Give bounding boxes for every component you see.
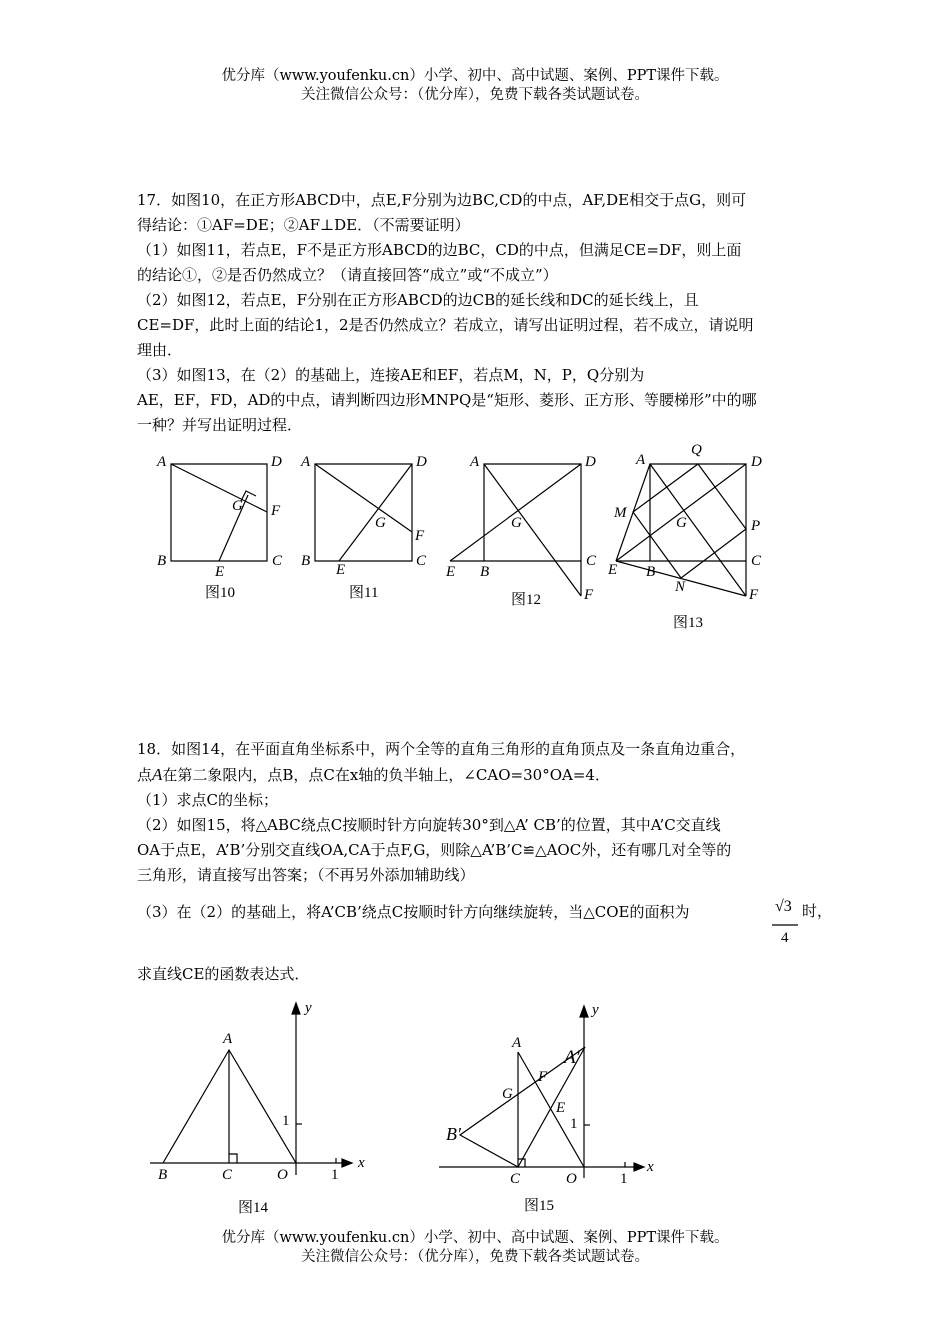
fig10-caption: 图10: [205, 585, 236, 601]
q18-line: （1）求点C的坐标；: [137, 791, 279, 809]
fig10-label-b: B: [157, 553, 167, 569]
fig12-label-c: C: [586, 553, 597, 569]
q18-part3-line2: 求直线CE的函数表达式．: [137, 965, 310, 983]
fig10-label-d: D: [271, 454, 282, 470]
q18-part3-suffix: 时，: [802, 904, 833, 920]
fig13-label-g: G: [676, 515, 687, 531]
fig15-label-a: A: [512, 1035, 522, 1051]
fig13-label-c: C: [751, 553, 762, 569]
q18-line: 三角形，请直接写出答案；（不再另外添加辅助线）: [137, 866, 475, 884]
fig13-label-f: F: [749, 587, 759, 603]
fig15-x-arrow: [634, 1163, 644, 1171]
q17-line: （2）如图12，若点E，F分别在正方形ABCD的边CB的延长线和DC的延长线上，且: [137, 291, 699, 309]
fig11-label-d: D: [416, 454, 427, 470]
fig15-y-arrow: [580, 1006, 588, 1017]
fig11-label-g: G: [375, 515, 386, 531]
fig15-label-y: y: [592, 1002, 599, 1018]
fig10-label-g: G: [232, 498, 243, 514]
fig15-caption: 图15: [524, 1198, 555, 1214]
fig14-label-a: A: [223, 1031, 233, 1047]
fig13-label-n: N: [675, 579, 686, 595]
footer-line-1: 优分库（www.youfenku.cn）小学、初中、高中试题、案例、PPT课件下载。: [221, 1230, 729, 1246]
fig14-label-b: B: [158, 1167, 168, 1183]
q17-line: 一种？并写出证明过程．: [137, 416, 303, 434]
fig13-label-p: P: [751, 518, 761, 534]
fig10-label-a: A: [157, 454, 167, 470]
q17-line: （1）如图11，若点E，F不是正方形ABCD的边BC，CD的中点，但满足CE=DF，则上面: [137, 241, 742, 259]
fig10-label-f: F: [271, 503, 281, 519]
header-line-2: 关注微信公众号：（优分库），免费下载各类试题试卷。: [301, 87, 649, 103]
q18-point-a: A: [152, 765, 163, 784]
fig11-label-f: F: [415, 528, 425, 544]
fig13-label-b: B: [646, 564, 656, 580]
fig10-label-c: C: [272, 553, 283, 569]
fig15-label-e: E: [556, 1100, 566, 1116]
fig11-label-c: C: [416, 553, 427, 569]
q17-line: 得结论：①AF=DE；②AF⊥DE．（不需要证明）: [137, 216, 470, 234]
header-line-1: 优分库（www.youfenku.cn）小学、初中、高中试题、案例、PPT课件下载。: [221, 68, 729, 84]
fig12-label-d: D: [585, 454, 596, 470]
fig13-label-a: A: [636, 452, 646, 468]
fig14-caption: 图14: [238, 1200, 269, 1216]
fig11-label-b: B: [301, 553, 311, 569]
q17-line: （3）如图13，在（2）的基础上，连接AE和EF，若点M，N，P，Q分别为: [137, 366, 645, 384]
q18-line: （2）如图15，将△ABC绕点C按顺时针方向旋转30°到△A’ CB’的位置，其中A’C交直线: [137, 816, 721, 834]
fig15-label-x: x: [647, 1159, 654, 1175]
fig12-label-e: E: [446, 564, 456, 580]
fig14-label-c: C: [222, 1167, 233, 1183]
q18-fraction-numerator: √3: [775, 898, 792, 915]
q17-line: 理由．: [137, 341, 183, 359]
fig15-label-a-prime: A′: [564, 1047, 580, 1068]
fig15-label-one-y: 1: [570, 1116, 578, 1132]
fig13-label-q: Q: [691, 442, 702, 458]
fig14-label-o: O: [277, 1167, 288, 1183]
q18-fraction-denominator: 4: [781, 930, 789, 946]
q18-line: 18．如图14，在平面直角坐标系中，两个全等的直角三角形的直角顶点及一条直角边重合，: [137, 740, 746, 758]
q17-line: CE=DF，此时上面的结论1，2是否仍然成立？若成立，请写出证明过程，若不成立，请说明: [137, 316, 754, 334]
fig14-label-one-x: 1: [331, 1167, 339, 1183]
q18-part3-text: （3）在（2）的基础上，将A’CB’绕点C按顺时针方向继续旋转，当△COE的面积为: [137, 903, 690, 921]
fig14-label-one-y: 1: [282, 1113, 290, 1129]
q18-point-suffix: 在第二象限内，点B，点C在x轴的负半轴上，∠CAO=30°OA=4．: [162, 766, 610, 784]
fig13-label-e: E: [608, 562, 618, 578]
q17-line: 17．如图10，在正方形ABCD中，点E,F分别为边BC,CD的中点，AF,DE相交于点G，则可: [137, 191, 747, 209]
fig13-caption: 图13: [673, 615, 704, 631]
fig11-caption: 图11: [349, 585, 379, 601]
fig15-label-f: F: [538, 1069, 548, 1085]
fig13-label-m: M: [614, 505, 627, 521]
fig15-label-one-x: 1: [620, 1171, 628, 1187]
fig12-label-g: G: [511, 515, 522, 531]
fig14-label-x: x: [358, 1155, 365, 1171]
fig15-label-o: O: [566, 1171, 577, 1187]
q18-line: OA于点E，A’B’分别交直线OA,CA于点F,G，则除△A’B’C≌△AOC外，还有哪几对全等的: [137, 841, 732, 859]
fig12-label-a: A: [470, 454, 480, 470]
q18-point-prefix: 点: [137, 766, 153, 784]
fig12-caption: 图12: [511, 592, 542, 608]
fig12-label-f: F: [584, 587, 594, 603]
fig13-label-d: D: [751, 454, 762, 470]
footer-line-2: 关注微信公众号：（优分库），免费下载各类试题试卷。: [301, 1249, 649, 1265]
fig11-label-e: E: [336, 562, 346, 578]
fig15-label-g: G: [502, 1086, 513, 1102]
q17-line: 的结论①，②是否仍然成立？（请直接回答“成立”或“不成立”）: [137, 266, 558, 284]
fig14-label-y: y: [305, 1000, 312, 1016]
fig12-label-b: B: [480, 564, 490, 580]
fig10-label-e: E: [215, 564, 225, 580]
fig11-label-a: A: [301, 454, 311, 470]
fig15-label-b-prime: B′: [446, 1124, 461, 1144]
q17-line: AE，EF，FD，AD的中点，请判断四边形MNPQ是“矩形、菱形、正方形、等腰梯形”中的哪: [137, 391, 757, 409]
fig15-label-c: C: [510, 1171, 521, 1187]
